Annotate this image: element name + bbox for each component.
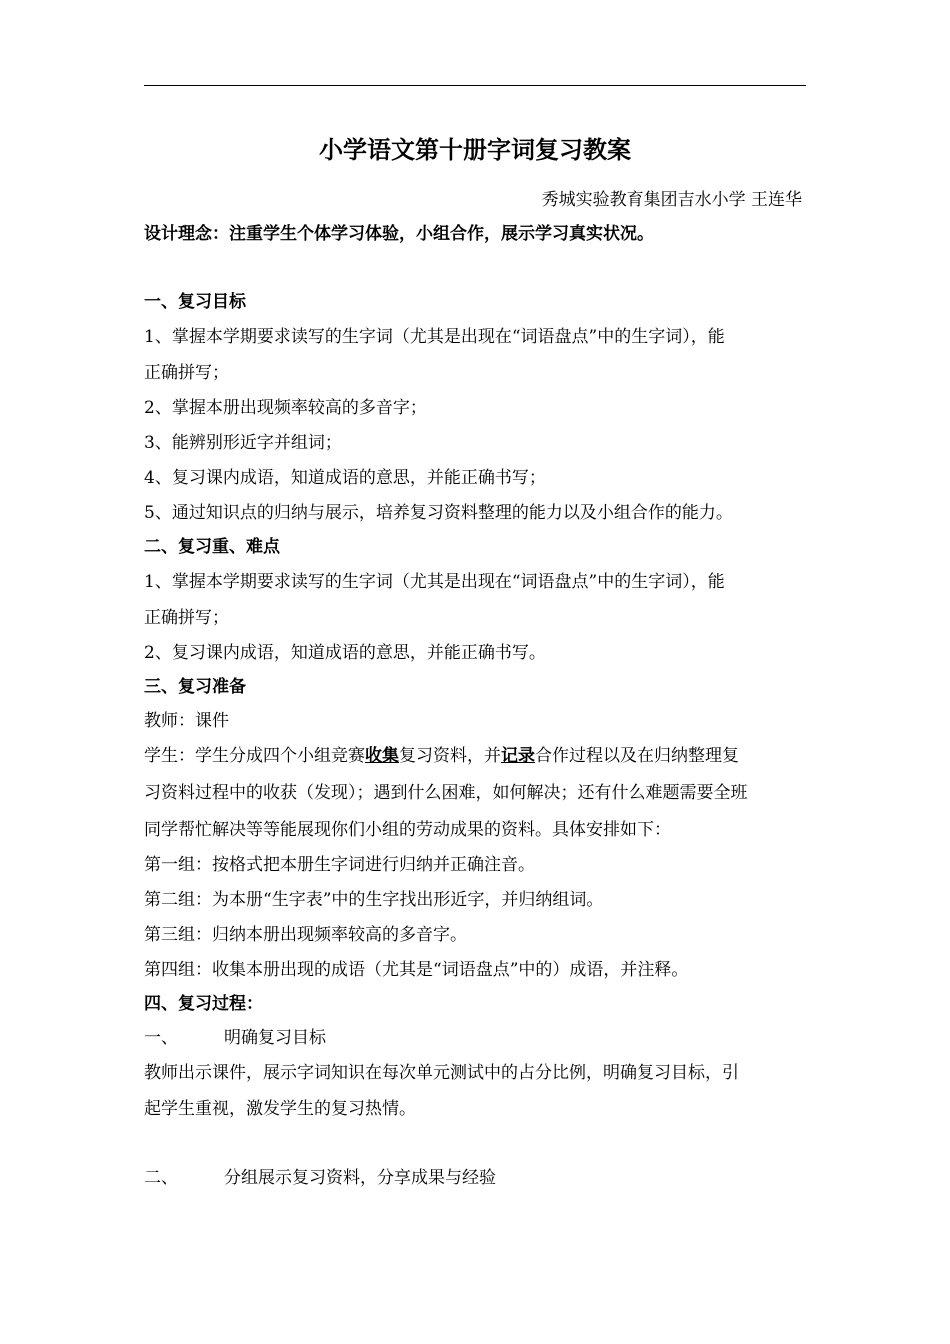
section3-group2: 第二组：为本册“生字表”中的生字找出形近字，并归纳组词。 — [144, 890, 604, 910]
section2-item2: 2、复习课内成语，知道成语的意思，并能正确书写。 — [144, 643, 546, 663]
student-prefix: 学生：学生分成四个小组竞赛 — [144, 746, 365, 766]
section2-item1-b: 正确拼写； — [144, 608, 229, 628]
section1-item2: 2、掌握本册出现频率较高的多音字； — [144, 398, 427, 418]
section3-teacher: 教师：课件 — [144, 711, 229, 731]
section3-heading: 三、复习准备 — [144, 677, 246, 697]
section1-item4: 4、复习课内成语，知道成语的意思，并能正确书写； — [144, 468, 546, 488]
section3-group3: 第三组：归纳本册出现频率较高的多音字。 — [144, 925, 467, 945]
section3-group4: 第四组：收集本册出现的成语（尤其是“词语盘点”中的）成语，并注释。 — [144, 960, 689, 980]
section2-item1-a: 1、掌握本学期要求读写的生字词（尤其是出现在“词语盘点”中的生字词），能 — [144, 572, 725, 592]
section3-student-line3: 同学帮忙解决等等能展现你们小组的劳动成果的资料。具体安排如下： — [144, 820, 671, 840]
student-underline-collect: 收集 — [365, 746, 399, 766]
student-mid: 复习资料，并 — [399, 746, 501, 766]
section4-step1-text-a: 教师出示课件，展示字词知识在每次单元测试中的占分比例，明确复习目标，引 — [144, 1063, 739, 1083]
section1-item1-b: 正确拼写； — [144, 363, 229, 383]
section4-step2 — [144, 1166, 808, 1190]
design-idea: 设计理念：注重学生个体学习体验，小组合作，展示学习真实状况。 — [144, 224, 654, 244]
section3-student-line2: 习资料过程中的收获（发现）；遇到什么困难，如何解决；还有什么难题需要全班 — [144, 783, 748, 803]
author-line: 秀城实验教育集团吉水小学 王连华 — [541, 190, 802, 210]
step2-title: 分组展示复习资料，分享成果与经验 — [224, 1168, 496, 1188]
section1-heading: 一、复习目标 — [144, 292, 246, 312]
section1-item5: 5、通过知识点的归纳与展示，培养复习资料整理的能力以及小组合作的能力。 — [144, 503, 733, 523]
student-suffix: 合作过程以及在归纳整理复 — [535, 746, 739, 766]
section4-step1-text-b: 起学生重视，激发学生的复习热情。 — [144, 1099, 416, 1119]
section3-group1: 第一组：按格式把本册生字词进行归纳并正确注音。 — [144, 855, 535, 875]
step1-title: 明确复习目标 — [224, 1028, 326, 1048]
step2-number: 二、 — [144, 1168, 178, 1188]
section2-heading: 二、复习重、难点 — [144, 537, 280, 557]
document-title: 小学语文第十册字词复习教案 — [319, 135, 631, 164]
step1-number: 一、 — [144, 1028, 178, 1048]
section4-heading: 四、复习过程： — [144, 994, 263, 1014]
section1-item3: 3、能辨别形近字并组词； — [144, 433, 342, 453]
section4-step1 — [144, 1026, 808, 1050]
section3-student-line1 — [144, 744, 808, 768]
student-underline-record: 记录 — [501, 746, 535, 766]
section1-item1-a: 1、掌握本学期要求读写的生字词（尤其是出现在“词语盘点”中的生字词），能 — [144, 327, 725, 347]
header-rule — [144, 85, 806, 86]
